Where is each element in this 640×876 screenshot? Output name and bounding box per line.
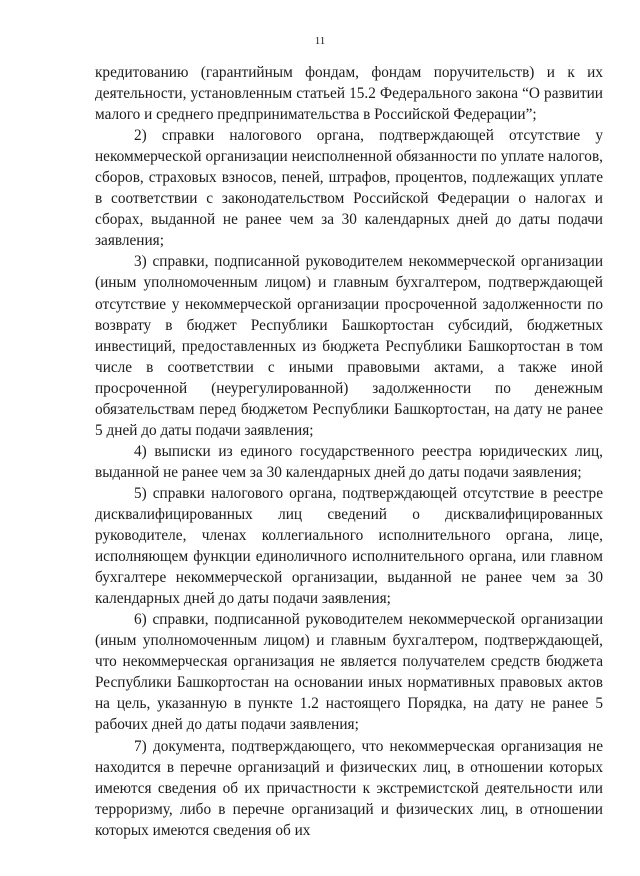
paragraph-continuation: кредитованию (гарантийным фондам, фондам поручительств) и к их деятельности, установленным статьей 15.2 Федерального закона “О развитии малого и среднего предпринимательства в Российской Федерации”;	[95, 64, 603, 124]
paragraph-item-4: 4) выписки из единого государственного реестра юридических лиц, выданной не ранее чем за 30 календарных дней до даты подачи заявления;	[95, 442, 603, 481]
paragraph-item-3: 3) справки, подписанной руководителем некоммерческой организации (иным уполномоченным лицом) и главным бухгалтером, подтверждающей отсутствие у некоммерческой организации просроченной задолженности по возврату в бюджет Республики Башкортостан субсидий, бюджетных инвестиций, предоставленных из бюджета Республики Башкортостан в том числе в соответствии с иными правовыми актами, а также иной просроченной (неурегулированной) задолженности по денежным обязательствам перед бюджетом Республики Башкортостан, на дату не ранее 5 дней до даты подачи заявления;	[95, 253, 603, 439]
page-number: 11	[314, 35, 326, 47]
paragraph-item-2: 2) справки налогового органа, подтверждающей отсутствие у некоммерческой организации неисполненной обязанности по уплате налогов, сборов, страховых взносов, пеней, штрафов, процентов, подлежащих уплате в соответствии с законодательством Российской Федерации о налогах и сборах, выданной не ранее чем за 30 календарных дней до даты подачи заявления;	[95, 127, 603, 250]
paragraph-item-5: 5) справки налогового органа, подтверждающей отсутствие в реестре дисквалифицированных лиц сведений о дисквалифицированных руководителе, членах коллегиального исполнительного органа, лице, исполняющем функции единоличного исполнительного органа, или главном бухгалтере некоммерческой организации, выданной не ранее чем за 30 календарных дней до даты подачи заявления;	[95, 484, 603, 608]
paragraph-item-7: 7) документа, подтверждающего, что некоммерческая организация не находится в перечне организаций и физических лиц, в отношении которых имеются сведения об их причастности к экстремистской деятельности или терроризму, либо в перечне организаций и физических лиц, в отношении которых имеются сведения об их	[95, 737, 603, 839]
paragraph-item-6: 6) справки, подписанной руководителем некоммерческой организации (иным уполномоченным лицом) и главным бухгалтером, подтверждающей, что некоммерческая организация не является получателем средств бюджета Республики Башкортостан на основании иных нормативных правовых актов на цель, указанную в пункте 1.2 настоящего Порядка, на дату не ранее 5 рабочих дней до даты подачи заявления;	[95, 611, 603, 734]
body-text	[95, 62, 603, 841]
